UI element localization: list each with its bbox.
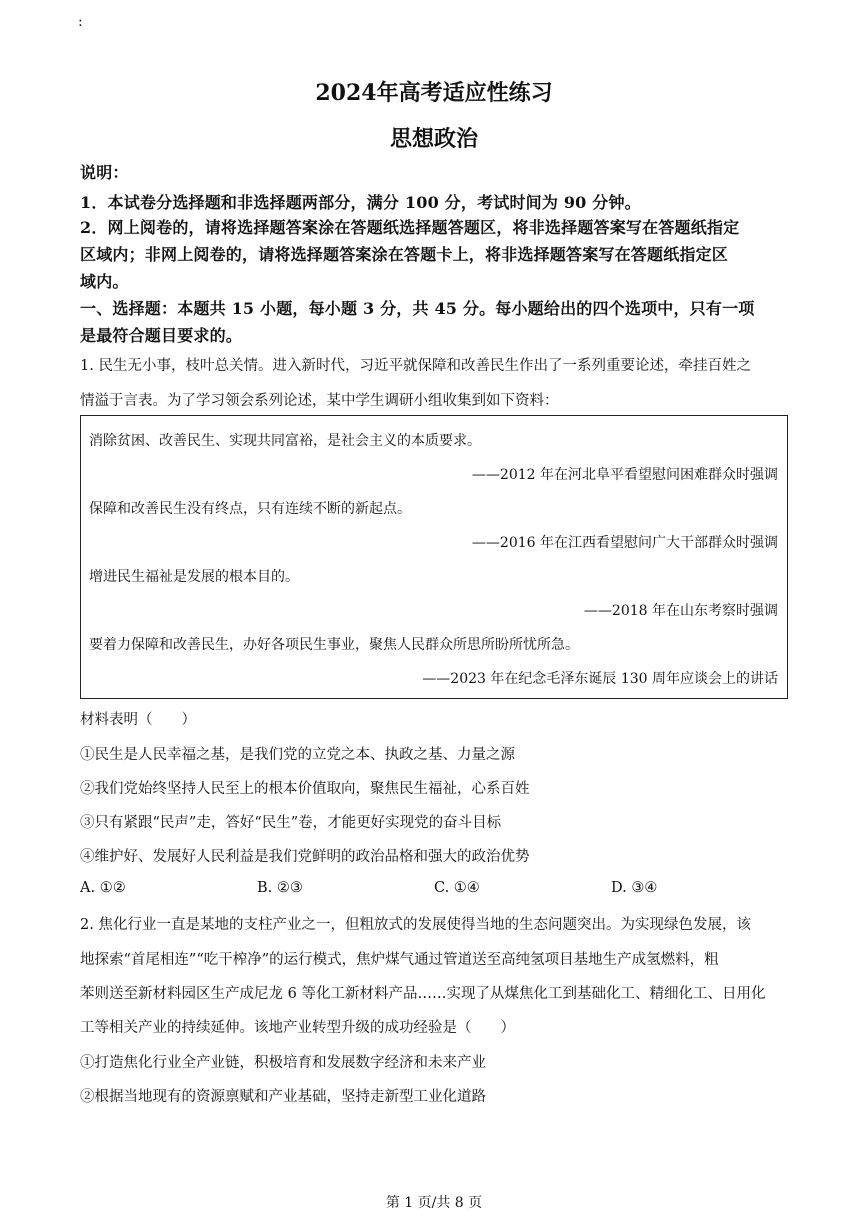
- instruction-line: 2．网上阅卷的，请将选择题答案涂在答题纸选择题答题区，将非选择题答案写在答题纸指定: [80, 218, 740, 237]
- statement: ②根据当地现有的资源禀赋和产业基础，坚持走新型工业化道路: [80, 1089, 486, 1105]
- option-b: B. ②③: [257, 880, 303, 896]
- quote-source: ——2023 年在纪念毛泽东诞辰 130 周年应谈会上的讲话: [422, 671, 778, 687]
- instructions-heading: 说明：: [80, 163, 129, 182]
- question-1-stem: 1. 民生无小事，枝叶总关情。进入新时代，习近平就保障和改善民生作出了一系列重要论述，牵挂百姓之: [80, 358, 751, 374]
- question-2-stem: 工等相关产业的持续延伸。该地产业转型升级的成功经验是（ ）: [80, 1020, 515, 1036]
- statement: ①民生是人民幸福之基，是我们党的立党之本、执政之基、力量之源: [80, 747, 515, 763]
- quote-text: 保障和改善民生没有终点，只有连续不断的新起点。: [89, 501, 411, 517]
- quote-source: ——2016 年在江西看望慰问广大干部群众时强调: [471, 535, 778, 551]
- quote-text: 增进民生福祉是发展的根本目的。: [89, 569, 299, 585]
- question-1-prompt: 材料表明（ ）: [80, 712, 196, 728]
- quote-source: ——2018 年在山东考察时强调: [583, 603, 778, 619]
- statement: ④维护好、发展好人民利益是我们党鲜明的政治品格和强大的政治优势: [80, 849, 530, 865]
- question-2-stem: 地探索“首尾相连”“吃干榨净”的运行模式，焦炉煤气通过管道送至高纯氢项目基地生产成氢燃料，粗: [80, 952, 719, 968]
- instruction-line: 1．本试卷分选择题和非选择题两部分，满分 100 分，考试时间为 90 分钟。: [80, 193, 641, 212]
- section-heading: 是最符合题目要求的。: [80, 326, 243, 345]
- option-c: C. ①④: [434, 880, 480, 896]
- quote-source: ——2012 年在河北阜平看望慰问困难群众时强调: [471, 467, 778, 483]
- quote-text: 要着力保障和改善民生，办好各项民生事业，聚焦人民群众所思所盼所忧所急。: [89, 637, 579, 653]
- statement: ①打造焦化行业全产业链，积极培育和发展数字经济和未来产业: [80, 1055, 486, 1071]
- question-2-stem: 2. 焦化行业一直是某地的支柱产业之一，但粗放式的发展使得当地的生态问题突出。为实现绿色发展，该: [80, 917, 751, 933]
- question-2-stem: 苯则送至新材料园区生产成尼龙 6 等化工新材料产品……实现了从煤焦化工到基础化工、精细化工、日用化: [80, 986, 766, 1002]
- option-a: A. ①②: [80, 880, 126, 896]
- exam-subject: 思想政治: [389, 126, 478, 152]
- option-d: D. ③④: [611, 880, 658, 896]
- instruction-line: 域内。: [80, 272, 129, 291]
- quote-text: 消除贫困、改善民生、实现共同富裕，是社会主义的本质要求。: [89, 433, 481, 449]
- statement: ③只有紧跟“民声”走，答好“民生”卷，才能更好实现党的奋斗目标: [80, 815, 502, 831]
- page-number: 第 1 页/共 8 页: [385, 1195, 483, 1211]
- corner-mark: :: [78, 14, 83, 30]
- instruction-line: 区域内；非网上阅卷的，请将选择题答案涂在答题卡上，将非选择题答案写在答题纸指定区: [80, 245, 729, 264]
- question-1-stem: 情溢于言表。为了学习领会系列论述，某中学生调研小组收集到如下资料：: [80, 393, 559, 409]
- quote-box: [80, 415, 788, 699]
- exam-title: 2024年高考适应性练习: [315, 80, 553, 106]
- section-heading: 一、选择题：本题共 15 小题，每小题 3 分，共 45 分。每小题给出的四个选项中，只有一项: [80, 299, 755, 318]
- statement: ②我们党始终坚持人民至上的根本价值取向，聚焦民生福祉，心系百姓: [80, 781, 530, 797]
